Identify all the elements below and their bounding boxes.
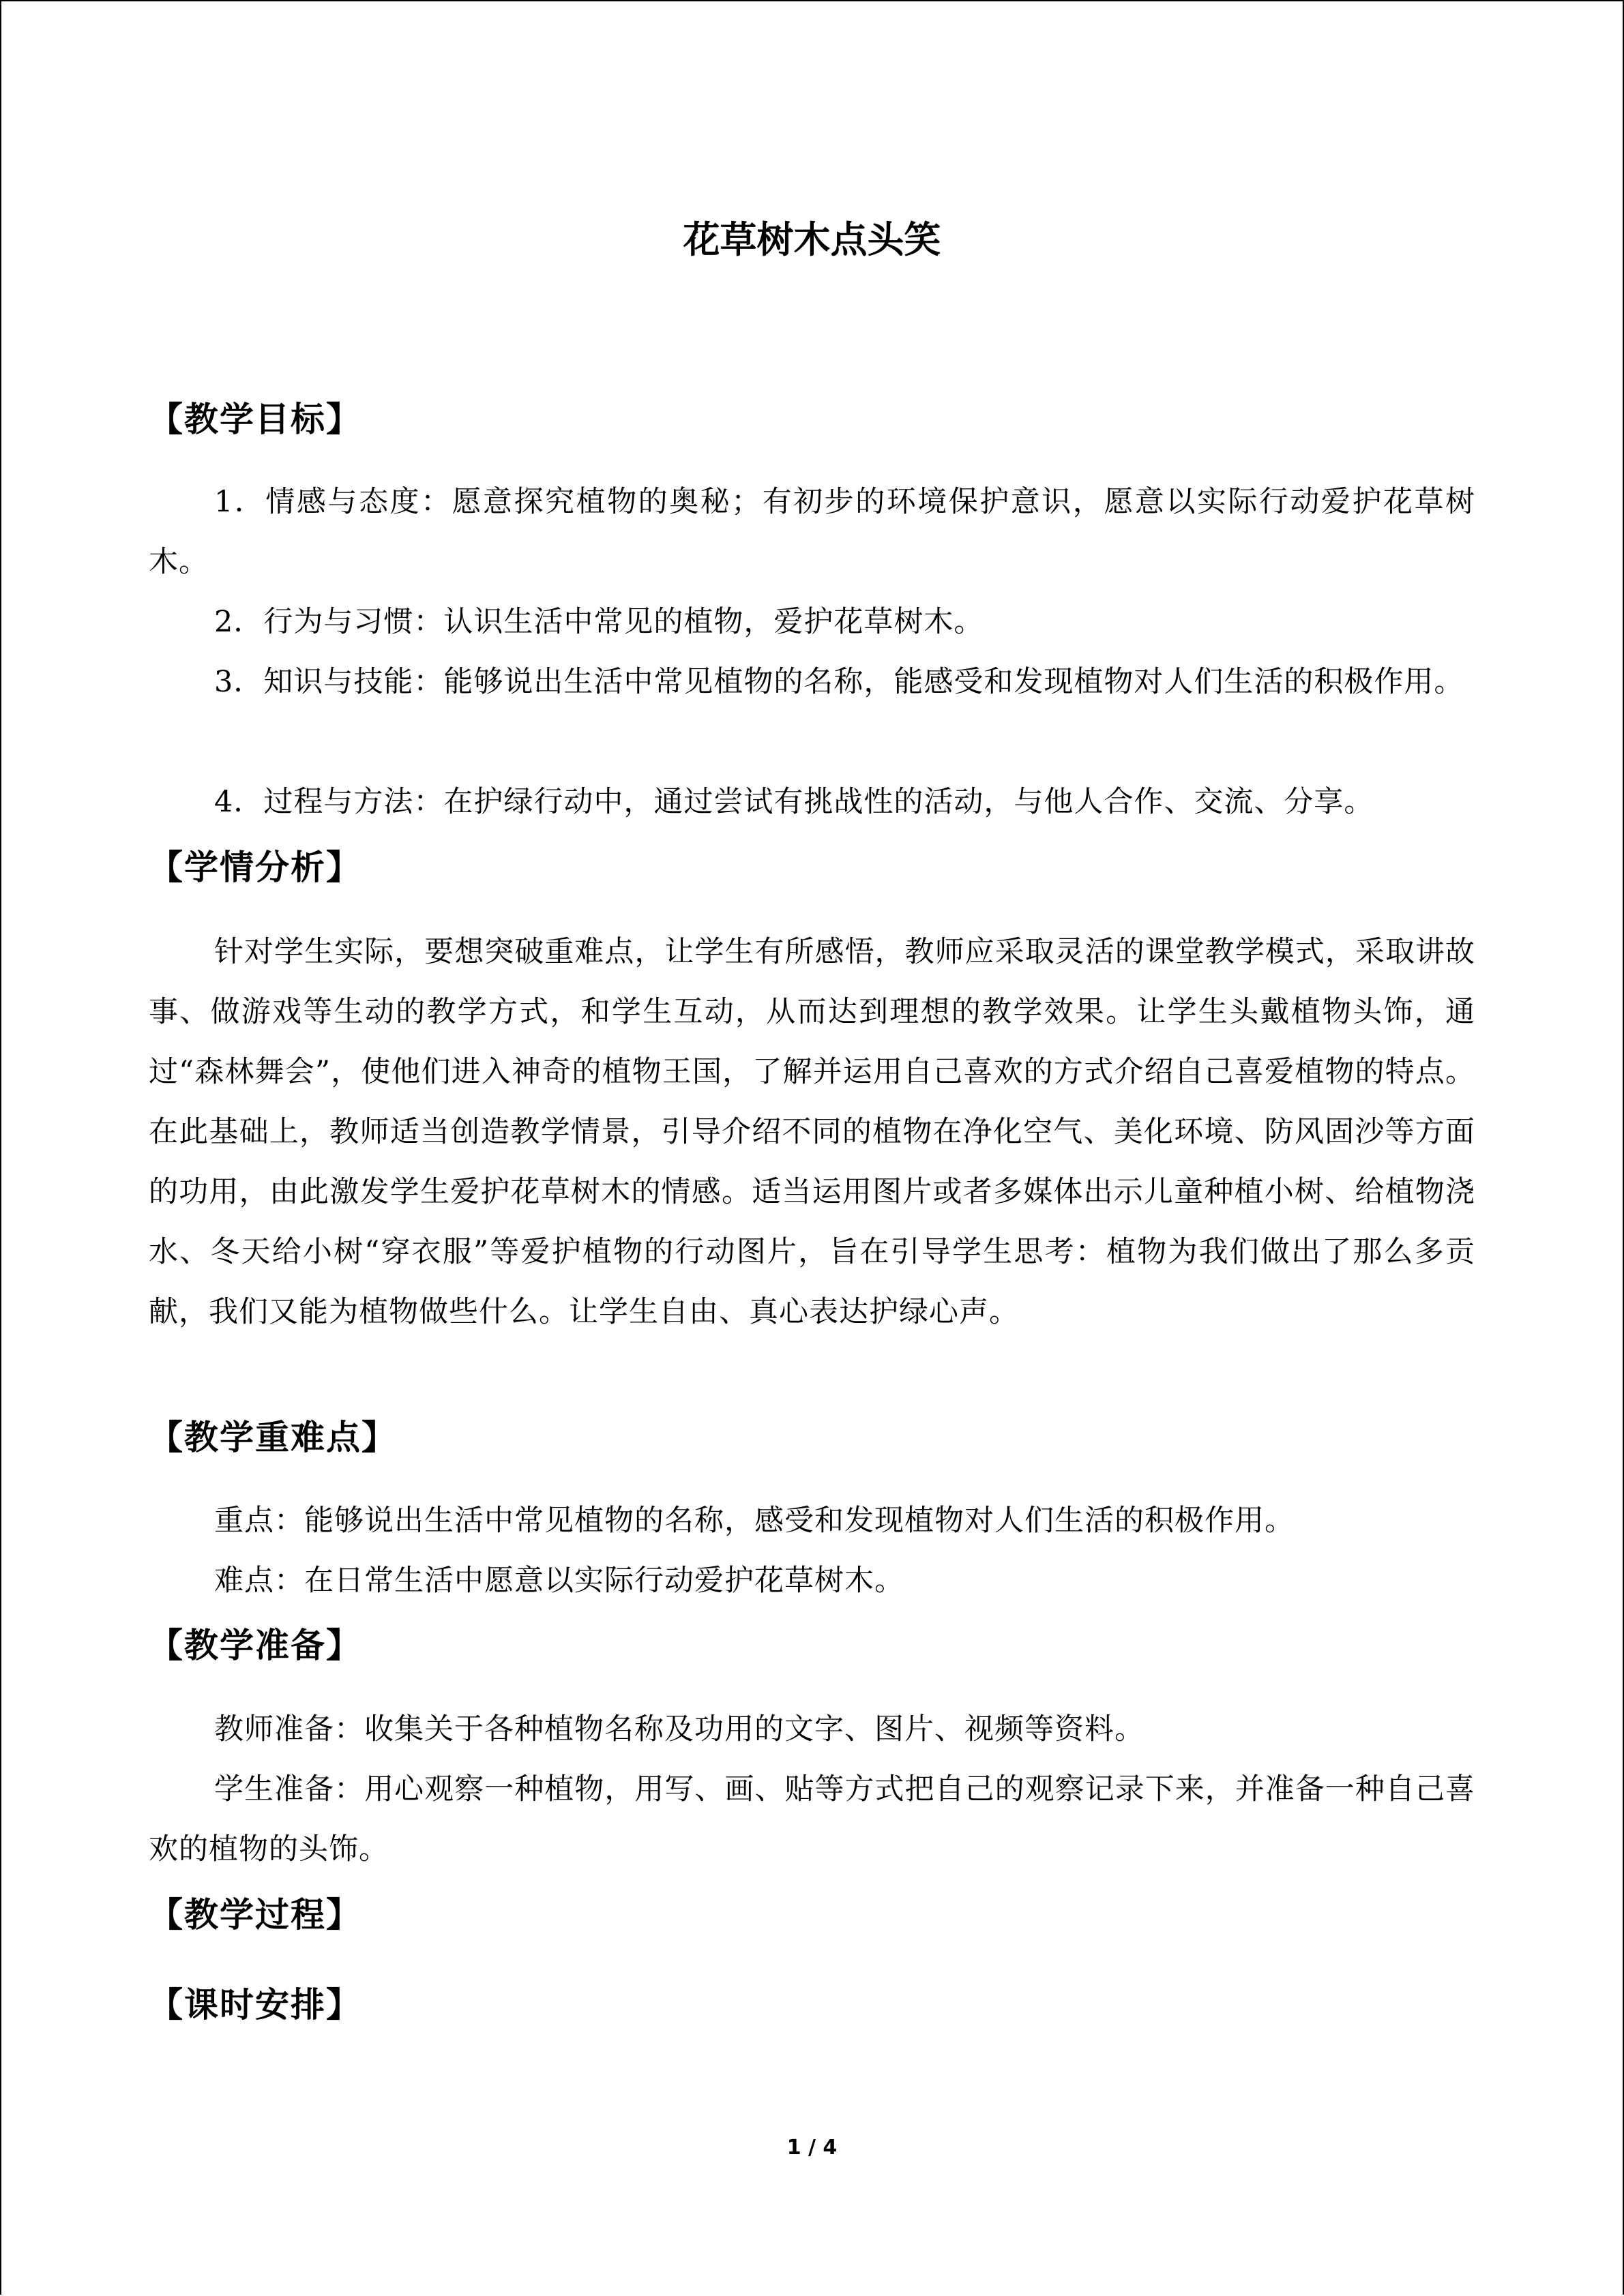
section-heading-analysis: 【学情分析】 (149, 848, 361, 887)
objective-item-2: 2．行为与习惯：认识生活中常见的植物，爱护花草树木。 (214, 605, 984, 639)
analysis-paragraph: 针对学生实际，要想突破重难点，让学生有所感悟，教师应采取灵活的课堂教学模式，采取讲故事、做游戏等生动的教学方式，和学生互动，从而达到理想的教学效果。让学生头戴植物头饰，通过“森林舞会”，使他们进入神奇的植物王国，了解并运用自己喜欢的方式介绍自己喜爱植物的特点。在此基础上，教师适当创造教学情景，引导介绍不同的植物在净化空气、美化环境、防风固沙等方面的功用，由此激发学生爱护花草树木的情感。适当运用图片或者多媒体出示儿童种植小树、给植物浇水、冬天给小树“穿衣服”等爱护植物的行动图片，旨在引导学生思考：植物为我们做出了那么多贡献，我们又能为植物做些什么。让学生自由、真心表达护绿心声。 (149, 935, 1475, 1329)
section-heading-objectives: 【教学目标】 (149, 400, 361, 439)
objective-item-4: 4．过程与方法：在护绿行动中，通过尝试有挑战性的活动，与他人合作、交流、分享。 (214, 785, 1374, 819)
teacher-preparation-text: 教师准备：收集关于各种植物名称及功用的文字、图片、视频等资料。 (214, 1712, 1145, 1746)
objective-item-3: 3．知识与技能：能够说出生活中常见植物的名称，能感受和发现植物对人们生活的积极作用。 (214, 665, 1464, 699)
document-title: 花草树木点头笑 (683, 218, 941, 261)
section-heading-preparation: 【教学准备】 (149, 1626, 361, 1665)
page-number: 1 / 4 (786, 2136, 838, 2160)
objective-item-1: 1．情感与态度：愿意探究植物的奥秘；有初步的环境保护意识，愿意以实际行动爱护花草树木。 (149, 485, 1475, 579)
difficult-point-text: 难点：在日常生活中愿意以实际行动爱护花草树木。 (214, 1564, 904, 1598)
key-point-text: 重点：能够说出生活中常见植物的名称，感受和发现植物对人们生活的积极作用。 (214, 1504, 1295, 1538)
section-heading-process: 【教学过程】 (149, 1895, 361, 1935)
section-heading-schedule: 【课时安排】 (149, 1985, 361, 2025)
student-preparation-text: 学生准备：用心观察一种植物，用写、画、贴等方式把自己的观察记录下来，并准备一种自己喜欢的植物的头饰。 (149, 1772, 1475, 1866)
section-heading-key-points: 【教学重难点】 (149, 1418, 397, 1457)
